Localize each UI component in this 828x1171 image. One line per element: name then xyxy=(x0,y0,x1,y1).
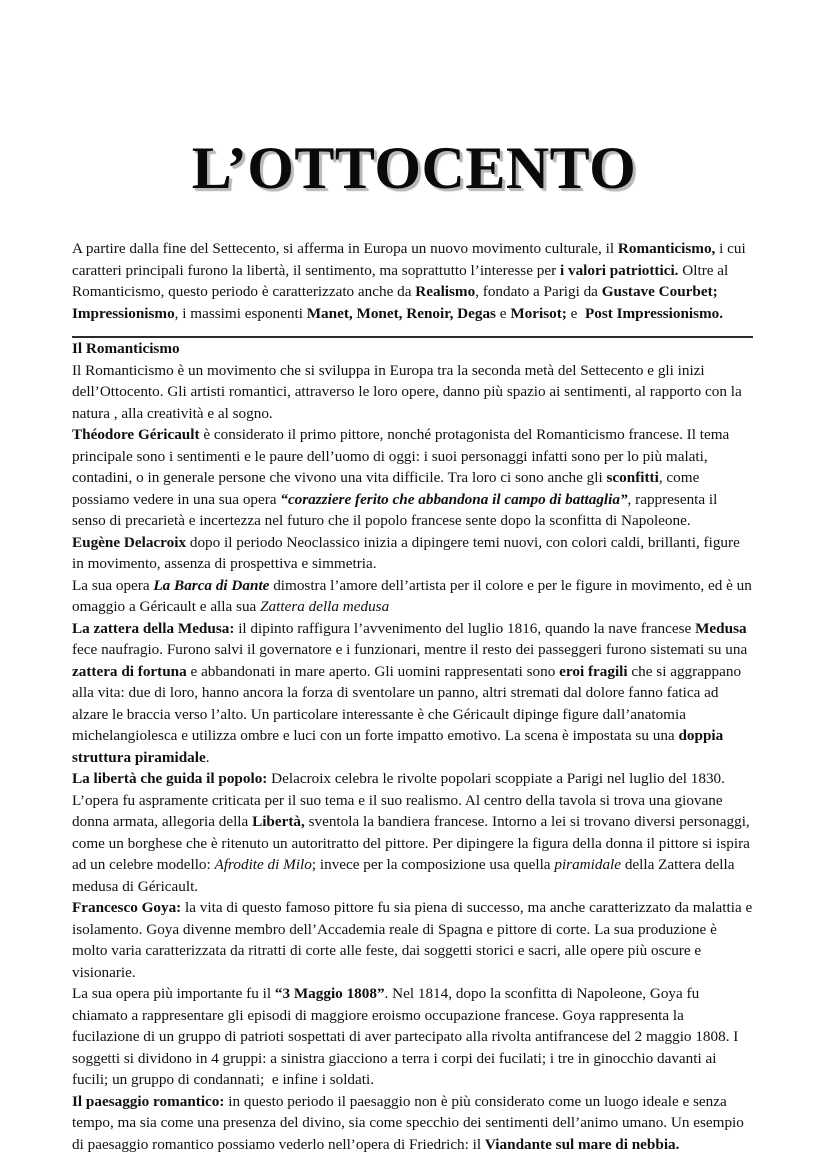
intro-paragraph: A partire dalla fine del Settecento, si afferma in Europa un nuovo movimento culturale, il Romanticismo, i cui caratteri principali furono la libertà, il sentimento, ma soprattutto l’interesse per i valori patriottici. Oltre al Romanticismo, questo periodo è caratterizzato anche da Realismo, fondato a Parigi da Gustave Courbet; Impressionismo, i massimi esponenti Manet, Monet, Renoir, Degas e Morisot; e Post Impressionismo. xyxy=(72,240,746,322)
document-body xyxy=(0,238,828,324)
section-heading-romanticismo: Il Romanticismo xyxy=(72,340,180,358)
paragraph-zattera-medusa: La zattera della Medusa: il dipinto raffigura l’avvenimento del luglio 1816, quando la nave francese Medusa fece naufragio. Furono salvi il governatore e i funzionari, mentre il resto dei passeggeri furono sistemati su una zattera di fortuna e abbandonati in mare aperto. Gli uomini rappresentati sono eroi fragili che si aggrappano alla vita: due di loro, hanno ancora la forza di sventolare un panno, altri stremati dal dolore fanno fatica ad alzare le braccia verso l’alto. Un particolare interessante è che Géricault dipinge figure dall’anatomia michelangiolesca e utilizza ombre e luci con un forte impatto emotivo. La scena è impostata su una doppia struttura piramidale. xyxy=(72,619,748,766)
section-romanticismo xyxy=(0,338,828,1155)
paragraph-paesaggio-romantico: Il paesaggio romantico: in questo periodo il paesaggio non è più considerato come un luogo ideale e senza tempo, ma sia come una presenza del divino, sia come specchio dei sentimenti dell’animo umano. Un esempio di paesaggio romantico possiamo vederlo nell’opera di Friedrich: il Viandante sul mare di nebbia. xyxy=(72,1092,744,1153)
paragraph-francesco-goya: Francesco Goya: la vita di questo famoso pittore fu sia piena di successo, ma anche caratterizzato da malattia e isolamento. Goya divenne membro dell’Accademia reale di Spagna e pittore di corte. La sua produzione è molto varia caratterizzata da ritratti di corte alle feste, dai soggetti storici e sacri, alle opere più oscure e visionarie. La sua opera più importante fu il “3 Maggio 1808”. Nel 1814, dopo la sconfitta di Napoleone, Goya fu chiamato a rappresentare gli episodi di maggiore eroismo occupazione francese. Goya rappresenta la fucilazione di un gruppo di patrioti sospettati di aver partecipato alla rivolta antifrancese del 2 maggio 1808. I soggetti si dividono in 4 gruppi: a sinistra giacciono a terra i corpi dei fucilati; i tre in ginocchio davanti ai fucili; un gruppo di condannati; e infine i soldati. xyxy=(72,899,753,1089)
page-title: L’OTTOCENTO xyxy=(191,135,637,202)
title-container xyxy=(0,0,828,238)
paragraph-definizione-romanticismo: Il Romanticismo è un movimento che si sviluppa in Europa tra la seconda metà del Settecento e gli inizi dell’Ottocento. Gli artisti romantici, attraverso le loro opere, danno più spazio ai sentimenti, al rapporto con la natura , alla creatività e al sogno. xyxy=(72,361,742,422)
paragraph-liberta-guida-popolo: La libertà che guida il popolo: Delacroix celebra le rivolte popolari scoppiate a Parigi nel luglio del 1830. L’opera fu aspramente criticata per il suo tema e il suo realismo. Al centro della tavola si trova una giovane donna armata, allegoria della Libertà, sventola la bandiera francese. Intorno a lei si trovano diversi personaggi, come un borghese che è ritenuto un autoritratto del pittore. Per dipingere la figura della donna il pittore si ispira ad un celebre modello: Afrodite di Milo; invece per la composizione usa quella piramidale della Zattera della medusa di Géricault. xyxy=(72,770,750,895)
paragraph-gericault: Théodore Géricault è considerato il primo pittore, nonché protagonista del Romanticismo francese. Il tema principale sono i sentimenti e le paure dell’uomo di oggi: i suoi personaggi infatti sono per lo più malati, contadini, o in generale persone che vivono una vita difficile. Tra loro ci sono anche gli sconfitti, come possiamo vedere in una sua opera “corazziere ferito che abbandona il campo di battaglia”, rappresenta il senso di precarietà e incertezza nel futuro che il popolo francese sente dopo la sconfitta di Napoleone. xyxy=(72,426,730,530)
paragraph-delacroix: Eugène Delacroix dopo il periodo Neoclassico inizia a dipingere temi nuovi, con colori caldi, brillanti, figure in movimento, assenza di prospettiva e simmetria. La sua opera La Barca di Dante dimostra l’amore dell’artista per il colore e per le figure in movimento, ed è un omaggio a Géricault e alla sua Zattera della medusa xyxy=(72,533,752,616)
